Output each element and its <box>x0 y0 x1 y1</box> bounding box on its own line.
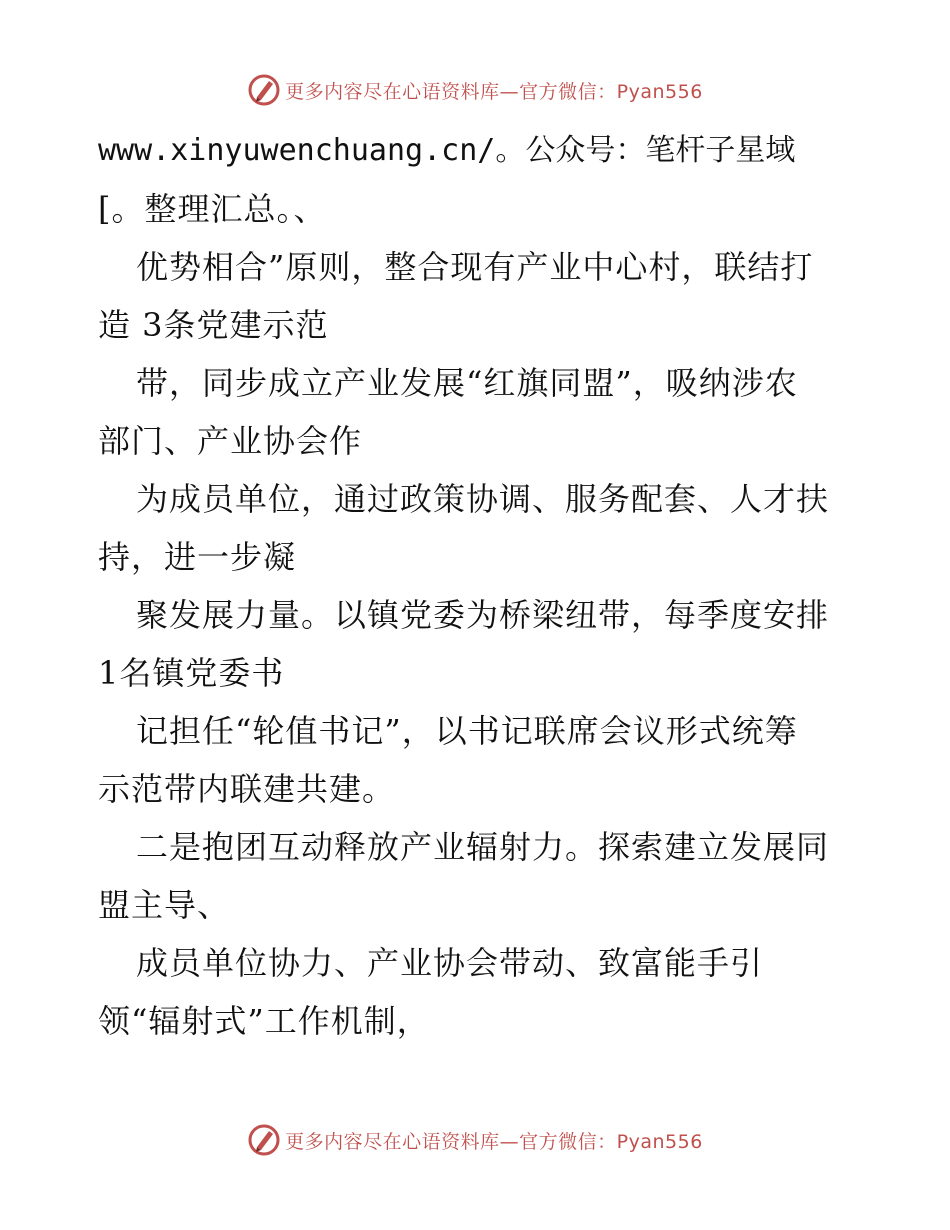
red-pen-circle-logo-icon <box>247 1123 281 1157</box>
text-line-2: [。整理汇总。、 <box>98 190 327 228</box>
text-line-14: 盟主导、 <box>98 886 231 924</box>
text-line-1: www.xinyuwenchuang.cn/。公众号：笔杆子星域 <box>98 133 796 168</box>
header-watermark-text: 更多内容尽在心语资料库—官方微信：Pyan556 <box>285 80 703 103</box>
text-line-11: 记担任“轮值书记”，以书记联席会议形式统筹 <box>136 712 798 750</box>
text-line-10: 1名镇党委书 <box>98 654 285 692</box>
footer-watermark-text: 更多内容尽在心语资料库—官方微信：Pyan556 <box>285 1130 703 1153</box>
text-line-15: 成员单位协力、产业协会带动、致富能手引 <box>136 944 764 982</box>
text-line-9: 聚发展力量。以镇党委为桥梁纽带，每季度安排 <box>136 596 830 634</box>
text-line-12: 示范带内联建共建。 <box>98 770 396 808</box>
text-line-7: 为成员单位，通过政策协调、服务配套、人才扶 <box>136 480 830 518</box>
text-line-6: 部门、产业协会作 <box>98 422 363 460</box>
text-line-4: 造 3条党建示范 <box>98 306 329 344</box>
red-pen-circle-logo-icon <box>247 73 281 107</box>
header-watermark-banner <box>0 70 950 110</box>
document-body <box>98 122 858 1050</box>
footer-watermark-banner <box>0 1120 950 1160</box>
text-line-5: 带，同步成立产业发展“红旗同盟”，吸纳涉农 <box>136 364 798 402</box>
text-line-8: 持，进一步凝 <box>98 538 297 576</box>
text-line-16: 领“辐射式”工作机制， <box>98 1002 430 1040</box>
text-line-13: 二是抱团互动释放产业辐射力。探索建立发展同 <box>136 828 830 866</box>
text-line-3: 优势相合”原则，整合现有产业中心村，联结打 <box>136 248 814 286</box>
